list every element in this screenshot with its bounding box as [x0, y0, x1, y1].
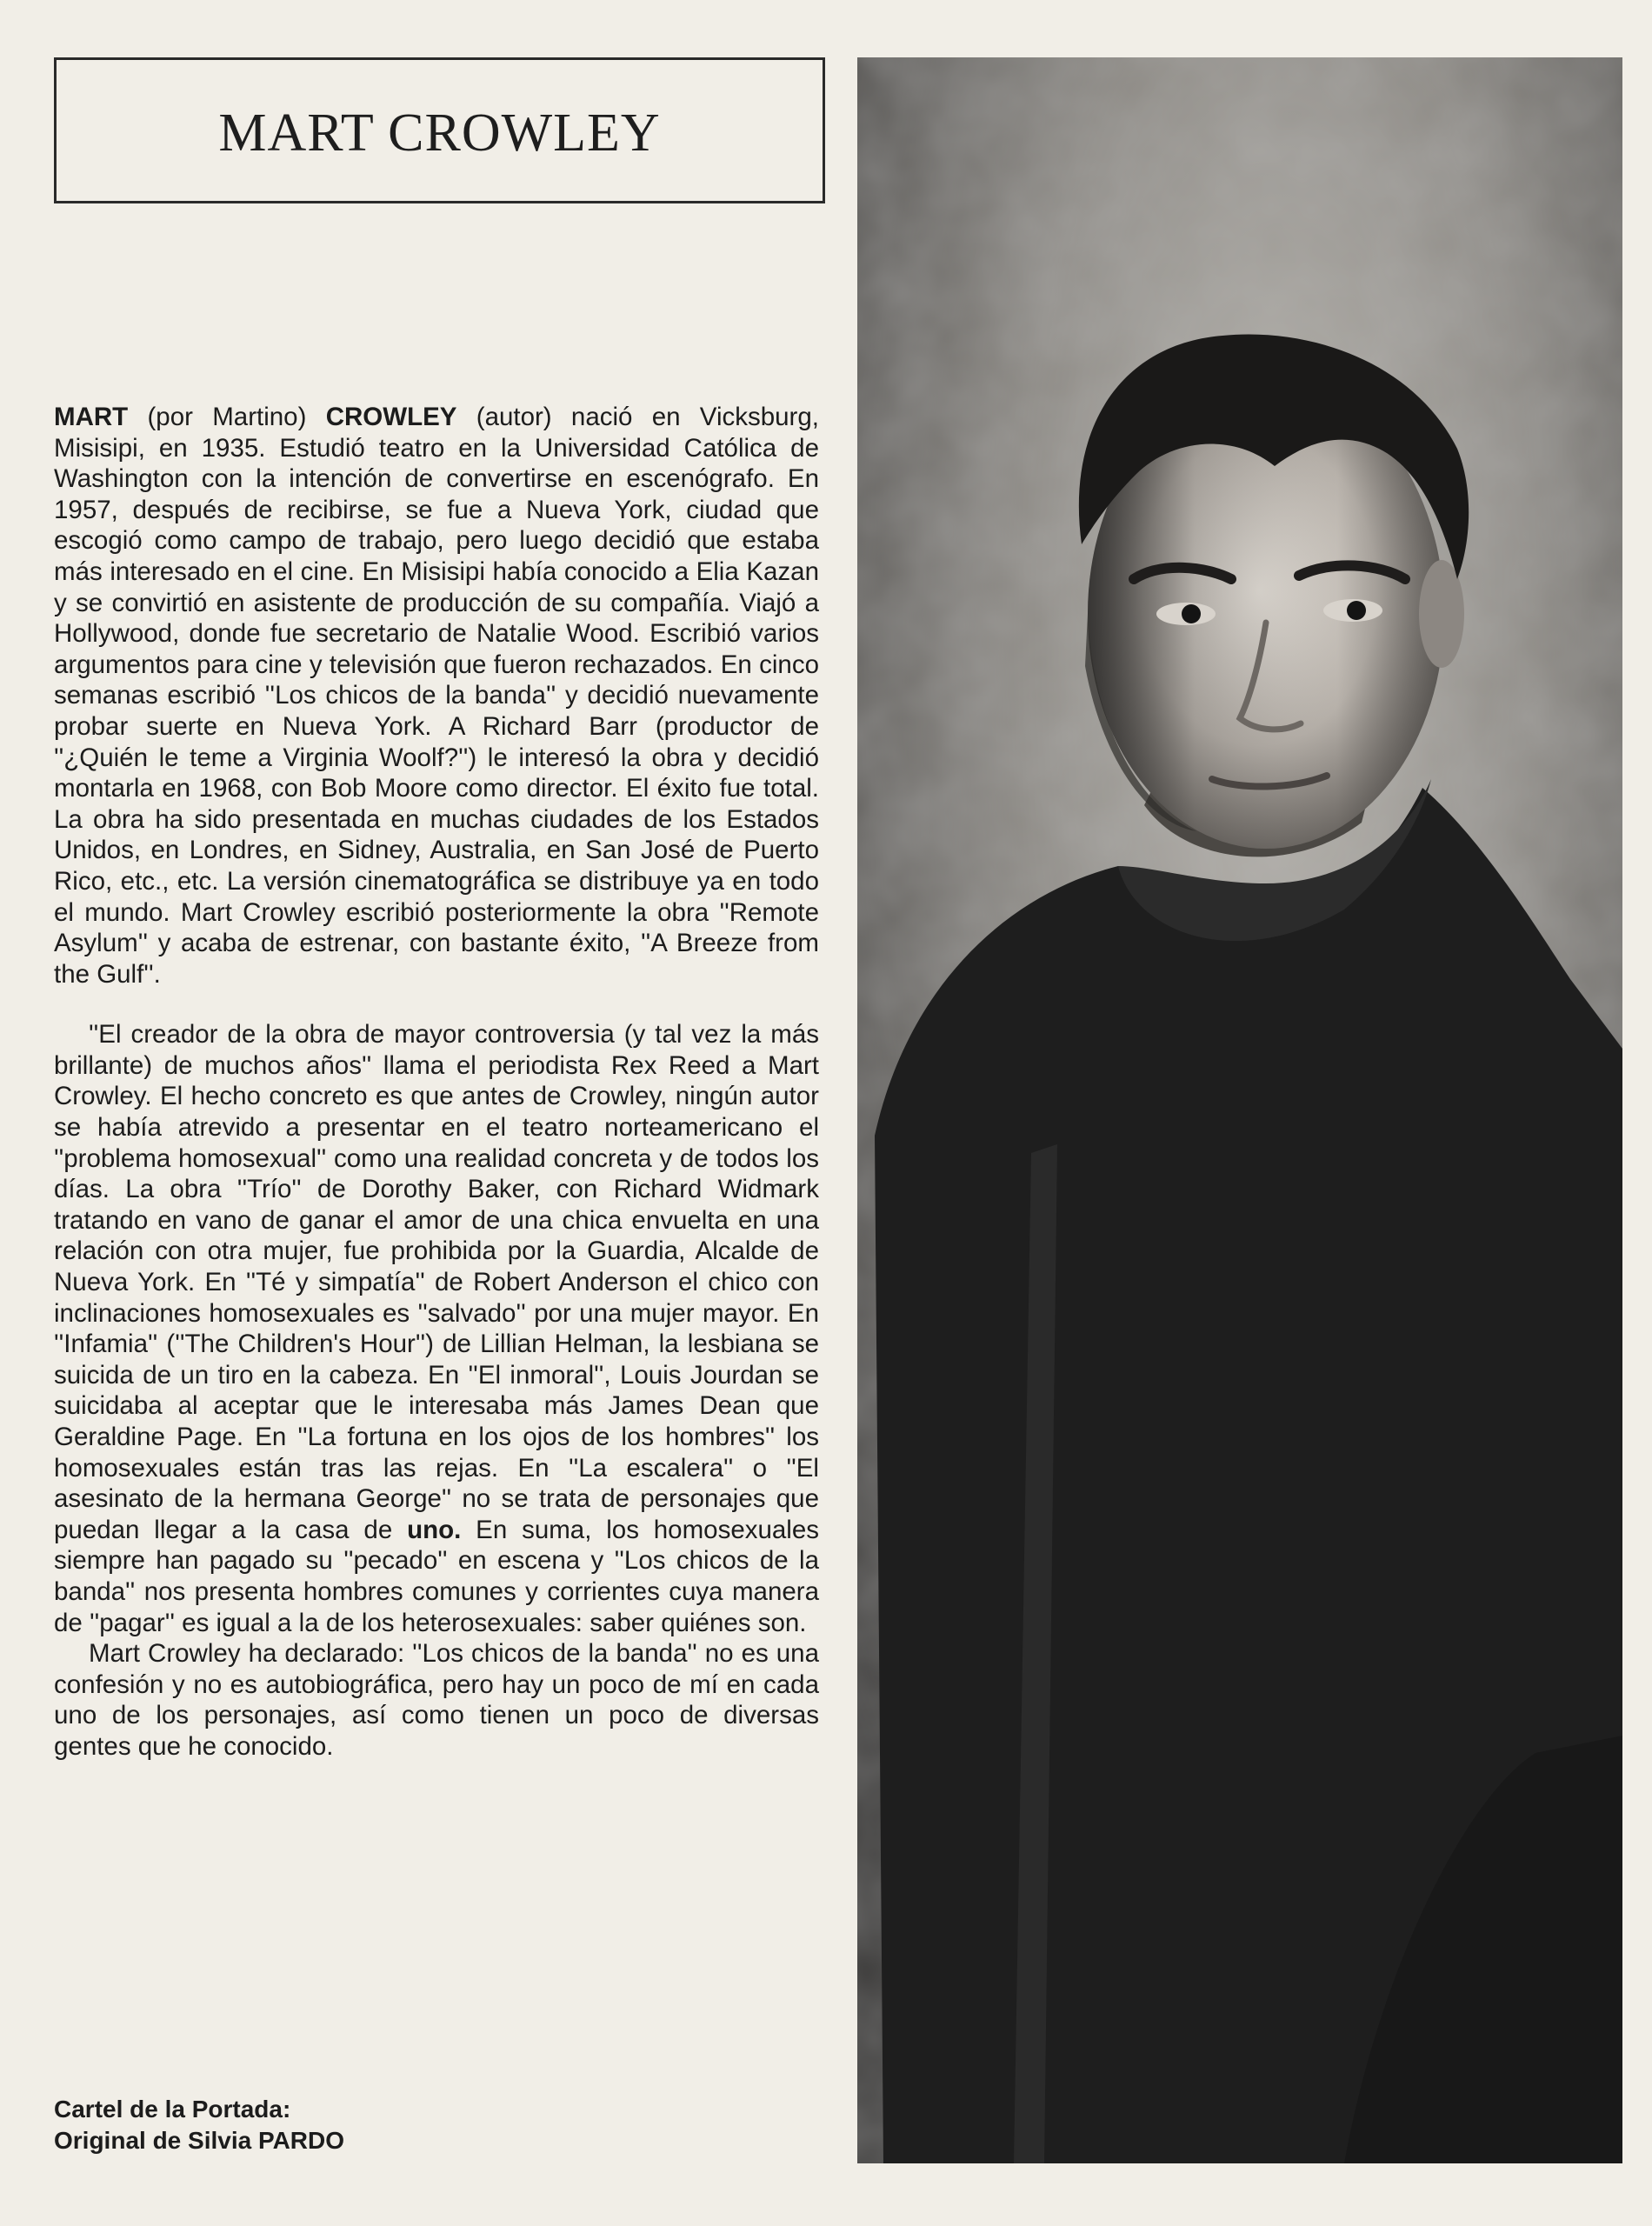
author-portrait-photo: [857, 57, 1622, 2163]
bio-paragraph-1: [54, 402, 819, 990]
portrait-image: [857, 57, 1622, 2163]
page-title: MART CROWLEY: [218, 103, 661, 163]
bio-paragraph-1-text: (autor) nació en Vicksburg, Misisipi, en 1935. Estudió teatro en la Universidad Católica de Washington con la intención de convertirse en escenógrafo. En 1957, después de recibirse, se fue a Nueva York, ciudad que escogió como campo de trabajo, pero luego decidió que estaba más interesado en el cine. En Misisipi había conocido a Elia Kazan y se convirtió en asistente de producción de su compañía. Viajó a Hollywood, donde fue secretario de Natalie Wood. Escribió varios argumentos para cine y televisión que fueron rechazados. En cinco semanas escribió ''Los chicos de la banda'' y decidió nuevamente probar suerte en Nueva York. A Richard Barr (productor de ''¿Quién le teme a Virginia Woolf?'') le interesó la obra y decidió montarla en 1968, con Bob Moore como director. El éxito fue total. La obra ha sido presentada en muchas ciudades de los Estados Unidos, en Londres, en Sidney, Australia, en San José de Puerto Rico, etc., etc. La versión cinematográfica se distribuye ya en todo el mundo. Mart Crowley escribió posteriormente la obra ''Remote Asylum'' y acaba de estrenar, con bastante éxito, ''A Breeze from the Gulf''.: [54, 403, 819, 989]
bio-paragraph-2: [54, 1019, 819, 1638]
credits-line-2-prefix: Original de Silvia: [54, 2127, 258, 2154]
author-first-name: MART: [54, 403, 129, 431]
credits-line-2: [54, 2125, 344, 2156]
bio-paragraph-2-text-a: ''El creador de la obra de mayor controversia (y tal vez la más brillante) de muchos años'' llama el periodista Rex Reed a Mart Crowley. El hecho concreto es que antes de Crowley, ningún autor se había atrevido a presentar en el teatro norteamericano el ''problema homosexual'' como una realidad concreta y de todos los días. La obra ''Trío'' de Dorothy Baker, con Richard Widmark tratando en vano de ganar el amor de una chica envuelta en una relación con otra mujer, fue prohibida por la Guardia, Alcalde de Nueva York. En ''Té y simpatía'' de Robert Anderson el chico con inclinaciones homosexuales es ''salvado'' por una mujer mayor. En ''Infamia'' (''The Children's Hour'') de Lillian Helman, la lesbiana se suicida de un tiro en la cabeza. En ''El inmoral'', Louis Jourdan se suicidaba al aceptar que le interesaba más James Dean que Geraldine Page. En ''La fortuna en los ojos de los hombres'' los homosexuales están tras las rejas. En ''La escalera'' o ''El asesinato de la hermana George'' no se trata de personajes que puedan llegar a la casa de: [54, 1020, 819, 1544]
bio-paragraph-3: Mart Crowley ha declarado: ''Los chicos de la banda'' no es una confesión y no es autobiográfica, pero hay un poco de mí en cada uno de los personajes, así como tienen un poco de diversas gentes que he conocido.: [54, 1639, 819, 1761]
bio-paragraph-2-emphasis: uno.: [407, 1515, 462, 1544]
title-box: [54, 57, 825, 203]
biography-text: [54, 402, 819, 1763]
bio-paragraph-2-text-b: En suma, los homosexuales siempre han pagado su ''pecado'' en escena y ''Los chicos de la banda'' nos presenta hombres comunes y corrientes cuya manera de ''pagar'' es igual a la de los heterosexuales: saber quiénes son.: [54, 1515, 819, 1637]
credits-artist-surname: PARDO: [257, 2127, 345, 2154]
cover-credits: [54, 2094, 344, 2156]
author-last-name: CROWLEY: [325, 403, 457, 431]
author-name-note: (por Martino): [128, 403, 326, 431]
credits-line-1: Cartel de la Portada:: [54, 2096, 291, 2123]
